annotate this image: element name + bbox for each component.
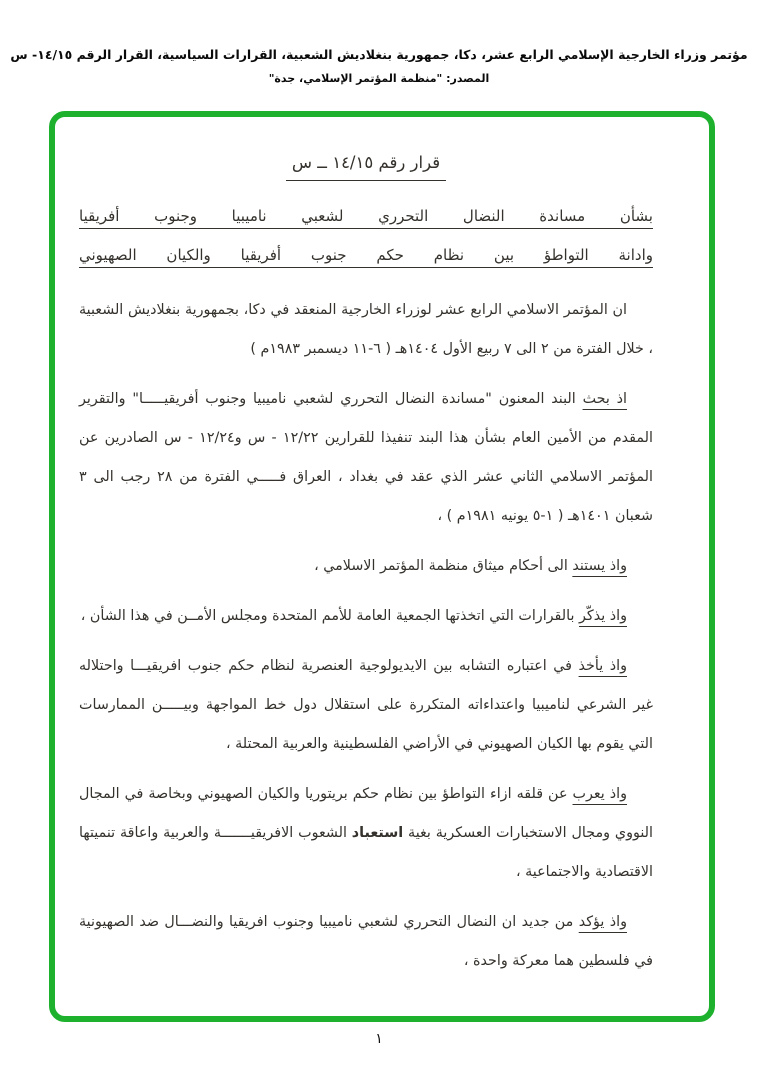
paragraph-text: بالقرارات التي اتخذتها الجمعية العامة للأمم المتحدة ومجلس الأمــن في هذا الشأن ، xyxy=(80,608,580,624)
caption-line2: المصدر: "منظمة المؤتمر الإسلامي، جدة" xyxy=(268,72,490,85)
resolution-title-text: قرار رقم ١٤/١٥ ــ س xyxy=(286,151,446,181)
document-paragraph xyxy=(79,647,653,764)
document-paragraph xyxy=(79,775,653,892)
resolution-subtitle-2: وادانة التواطؤ بين نظام حكم جنوب أفريقيا والكيان الصهيوني xyxy=(79,246,653,264)
paragraph-lead-in: اذ بحث xyxy=(582,391,627,407)
paragraph-text: الشعوب الافريقيـــــــة والعربية واعاقة تنميتها الاقتصادية والاجتماعية ، xyxy=(79,825,653,880)
document-paragraph xyxy=(79,547,653,586)
resolution-title xyxy=(79,151,653,181)
paragraph-text: استعباد xyxy=(351,825,404,841)
paragraph-lead-in: واذ يعرب xyxy=(572,786,628,802)
document-page xyxy=(49,111,715,1022)
paragraph-text: الى أحكام ميثاق منظمة المؤتمر الاسلامي ، xyxy=(314,558,573,574)
paragraph-lead-in: واذ يستند xyxy=(572,558,627,574)
paragraphs-container xyxy=(79,291,653,981)
document-paragraph xyxy=(79,380,653,536)
catalog-caption xyxy=(0,0,758,86)
caption-line1: مؤتمر وزراء الخارجية الإسلامي الرابع عشر، دكا، جمهورية بنغلاديش الشعبية، القرارات السياسية، القرار الرقم ١٤/١٥- س xyxy=(10,47,748,62)
paragraph-text: ان المؤتمر الاسلامي الرابع عشر لوزراء الخارجية المنعقد في دكا، بجمهورية بنغلاديش الشعبية ، خلال الفترة من ٢ الى ٧ ربيع الأول ١٤٠٤هـ ( ٦-١١ ديسمبر ١٩٨٣م ) xyxy=(79,302,653,357)
paragraph-text: البند المعنون "مساندة النضال التحرري لشعبي ناميبيا وجنوب أفريقيـــــا" والتقرير المقدم من الأمين العام بشأن هذا البند تنفيذا للقرارين ١٢/٢٢ - س و١٢/٢٤ - س الصادرين عن المؤتمر الاسلامي الثاني عشر الذي عقد في بغداد ، العراق فـــــي الفترة من ٢٨ رجب الى ٣ شعبان ١٤٠١هـ ( ١-٥ يونيه ١٩٨١م ) ، xyxy=(79,391,653,524)
resolution-subtitle-1: بشأن مساندة النضال التحرري لشعبي ناميبيا وجنوب أفريقيا xyxy=(79,207,653,225)
document-paragraph xyxy=(79,903,653,981)
paragraph-text: في اعتباره التشابه بين الايديولوجية العنصرية لنظام حكم جنوب افريقيـــا واحتلاله غير الشرعي لناميبيا واعتداءاته المتكررة على استقلال دول خط المواجهة وبيـــــن الممارسات التي يقوم بها الكيان الصهيوني في الأراضي الفلسطينية والعربية المحتلة ، xyxy=(79,658,653,752)
document-paragraph xyxy=(79,597,653,636)
page-number: ١ xyxy=(375,1031,383,1047)
paragraph-lead-in: واذ يؤكد xyxy=(578,914,627,930)
paragraph-text: من جديد ان النضال التحرري لشعبي ناميبيا وجنوب افريقيا والنضـــال ضد الصهيونية في فلسطين هما معركة واحدة ، xyxy=(79,914,653,969)
paragraph-text: عن قلقه ازاء التواطؤ بين نظام حكم بريتوريا والكيان الصهيوني وبخاصة في المجال النووي ومجال الاستخبارات العسكرية بغية xyxy=(79,786,653,841)
paragraph-lead-in: واذ يأخذ xyxy=(578,658,627,674)
document-paragraph xyxy=(79,291,653,369)
paragraph-lead-in: واذ يذكّر xyxy=(579,608,627,624)
